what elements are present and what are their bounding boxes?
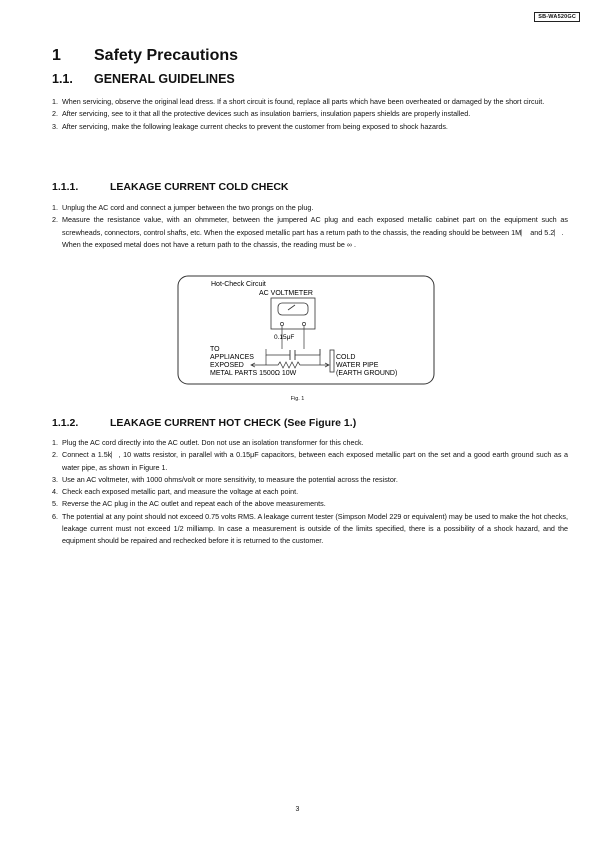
capacitor-wire xyxy=(266,349,320,355)
figure-caption: Fig. 1 xyxy=(290,396,305,402)
cold-check-title: LEAKAGE CURRENT COLD CHECK xyxy=(110,181,289,193)
general-guidelines-heading xyxy=(52,72,235,86)
hot-check-heading xyxy=(52,417,356,429)
general-guidelines-title: GENERAL GUIDELINES xyxy=(94,72,235,86)
voltmeter-terminal-left xyxy=(280,322,283,325)
list-item: 3. Use an AC voltmeter, with 1000 ohms/volt or more sensitivity, to measure the potential across the resistor. xyxy=(52,474,398,484)
list-item: 5. Reverse the AC plug in the AC outlet and repeat each of the above measurements. xyxy=(52,499,326,509)
list-item: 6. The potential at any point should not exceed 0.75 volts RMS. A leakage current tester (Simpson Model 229 or equivalent) may be used to make the hot checks, leakage current must not exceed 1/2 milliamp. In case a measurement is outside of the limits specified, there is a possibility of a shock hazard, and the equipment should be repaired and rechecked before it is returned to the customer. xyxy=(52,511,568,546)
general-guidelines-list xyxy=(52,96,568,133)
right-arrow xyxy=(321,363,329,367)
voltmeter-dial xyxy=(278,303,308,315)
parallel-wires xyxy=(266,349,320,365)
diagram-title: Hot-Check Circuit xyxy=(211,281,266,288)
list-item: 3. After servicing, make the following leakage current checks to prevent the customer from being exposed to shock hazards. xyxy=(52,121,448,131)
ground-labels: COLD WATER PIPE (EARTH GROUND) xyxy=(336,354,398,377)
page-number: 3 xyxy=(295,806,300,813)
cold-check-note: When the exposed metal does not have a return path to the chassis, the reading must be ∞ . xyxy=(62,239,356,249)
voltmeter-label: AC VOLTMETER xyxy=(259,290,313,297)
list-item: 2. After servicing, see to it that all the protective devices such as insulation barriers, insulation papers shields are properly installed. xyxy=(52,109,471,119)
list-item: 2. Measure the resistance value, with an ohmmeter, between the jumpered AC plug and each exposed metallic cabinet part on the equipment such as screwheads, connectors, control shafts, etc. When the exposed metallic part has a return path to the chassis, the reading should be between 1M⎸ and 5.2⎸. When the exposed metal does not have a return path to the chassis, the reading must be ∞ . xyxy=(52,214,568,251)
capacitor-symbol xyxy=(290,350,295,360)
general-guidelines-number: 1.1. xyxy=(52,72,73,86)
voltmeter-terminal-right xyxy=(302,322,305,325)
section-title-text: Safety Precautions xyxy=(94,47,239,64)
appliance-labels: TO APPLIANCES EXPOSED METAL PARTS 1500Ω 10W xyxy=(210,346,297,377)
hot-check-circuit-diagram xyxy=(176,274,436,386)
hot-check-number: 1.1.2. xyxy=(52,417,79,429)
resistor-symbol xyxy=(260,362,321,368)
voltmeter-needle xyxy=(288,305,295,310)
list-item: 1. Unplug the AC cord and connect a jumper between the two prongs on the plug. xyxy=(52,203,314,212)
list-item: 1. Plug the AC cord directly into the AC outlet. Don not use an isolation transformer for this check. xyxy=(52,438,364,447)
capacitor-label: 0.15μF xyxy=(274,334,295,341)
section-number: 1 xyxy=(52,47,61,64)
model-number-badge: SB-WA520GC xyxy=(534,12,580,22)
list-item: 1. When servicing, observe the original lead dress. If a short circuit is found, replace all parts which have been overheated or damaged by the short circuit. xyxy=(52,97,545,106)
list-item: 2. Connect a 1.5k⎸, 10 watts resistor, in parallel with a 0.15μF capacitors, between each exposed metallic part on the set and a good earth ground such as a water pipe, as shown in Figure 1. xyxy=(52,450,568,472)
cold-check-list xyxy=(52,202,568,251)
hot-check-title: LEAKAGE CURRENT HOT CHECK (See Figure 1.) xyxy=(110,417,357,429)
section-title xyxy=(52,47,238,65)
cold-check-number: 1.1.1. xyxy=(52,181,79,193)
water-pipe-symbol xyxy=(330,350,334,372)
hot-check-list xyxy=(52,437,568,548)
cold-check-heading xyxy=(52,181,289,193)
list-item: 4. Check each exposed metallic part, and measure the voltage at each point. xyxy=(52,487,299,497)
left-arrow xyxy=(251,363,260,367)
